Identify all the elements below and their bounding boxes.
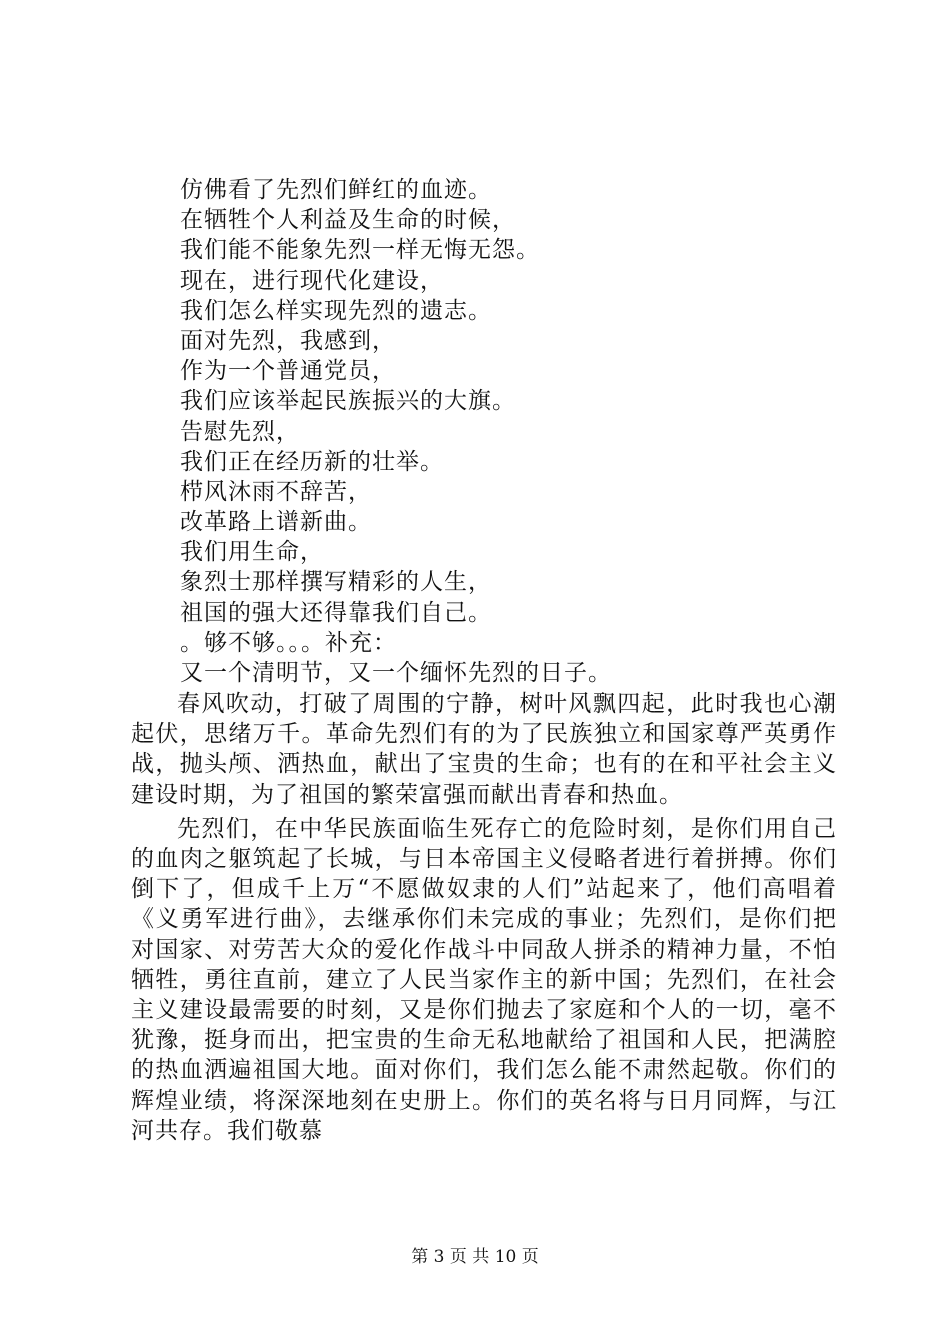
verse-block <box>180 175 780 688</box>
verse-line: 又一个清明节，又一个缅怀先烈的日子。 <box>180 660 612 686</box>
verse-line: 在牺牲个人利益及生命的时候， <box>180 207 516 234</box>
verse-line: 面对先烈，我感到， <box>180 327 396 354</box>
body-paragraph: 先烈们，在中华民族面临生死存亡的危险时刻，是你们用自己的血肉之躯筑起了长城，与日本帝国主义侵略者进行着拼搏。你们倒下了，但成千上万“不愿做奴隶的人们”站起来了，他们高唱着《义勇军进行曲》，去继承你们未完成的事业；先烈们，是你们把对国家、对劳苦大众的爱化作战斗中同敌人拼杀的精神力量，不怕牺牲，勇往直前，建立了人民当家作主的新中国；先烈们，在社会主义建设最需要的时刻，又是你们抛去了家庭和个人的一切，毫不犹豫，挺身而出，把宝贵的生命无私地献给了祖国和人民，把满腔的热血洒遍祖国大地。面对你们，我们怎么能不肃然起敬。你们的辉煌业绩，将深深地刻在史册上。你们的英名将与日月同辉，与江河共存。我们敬慕 <box>131 815 837 1144</box>
body-paragraph: 春风吹动，打破了周围的宁静，树叶风飘四起，此时我也心潮起伏，思绪万千。革命先烈们有的为了民族独立和国家尊严英勇作战，抛头颅、洒热血，献出了宝贵的生命；也有的在和平社会主义建设时期，为了祖国的繁荣富强而献出青春和热血。 <box>131 691 837 808</box>
verse-line: 。够不够。。。补充： <box>180 629 397 656</box>
verse-line: 告慰先烈， <box>180 418 300 445</box>
verse-line: 现在，进行现代化建设， <box>180 267 444 294</box>
verse-line: 栉风沐雨不辞苦， <box>180 478 372 505</box>
prose-block <box>131 689 837 1150</box>
verse-line: 我们应该举起民族振兴的大旗。 <box>180 388 516 415</box>
verse-line: 作为一个普通党员， <box>180 358 396 385</box>
verse-line: 我们用生命， <box>180 539 324 566</box>
verse-line: 仿佛看了先烈们鲜红的血迹。 <box>180 177 492 203</box>
verse-line: 改革路上谱新曲。 <box>180 509 372 536</box>
verse-line: 象烈士那样撰写精彩的人生， <box>180 569 492 596</box>
verse-line: 我们正在经历新的壮举。 <box>180 448 444 475</box>
verse-line: 我们能不能象先烈一样无悔无怨。 <box>180 237 540 264</box>
page-number-footer: 第 3 页 共 10 页 <box>411 1247 539 1267</box>
verse-line: 祖国的强大还得靠我们自己。 <box>180 599 492 626</box>
verse-line: 我们怎么样实现先烈的遗志。 <box>180 297 492 324</box>
